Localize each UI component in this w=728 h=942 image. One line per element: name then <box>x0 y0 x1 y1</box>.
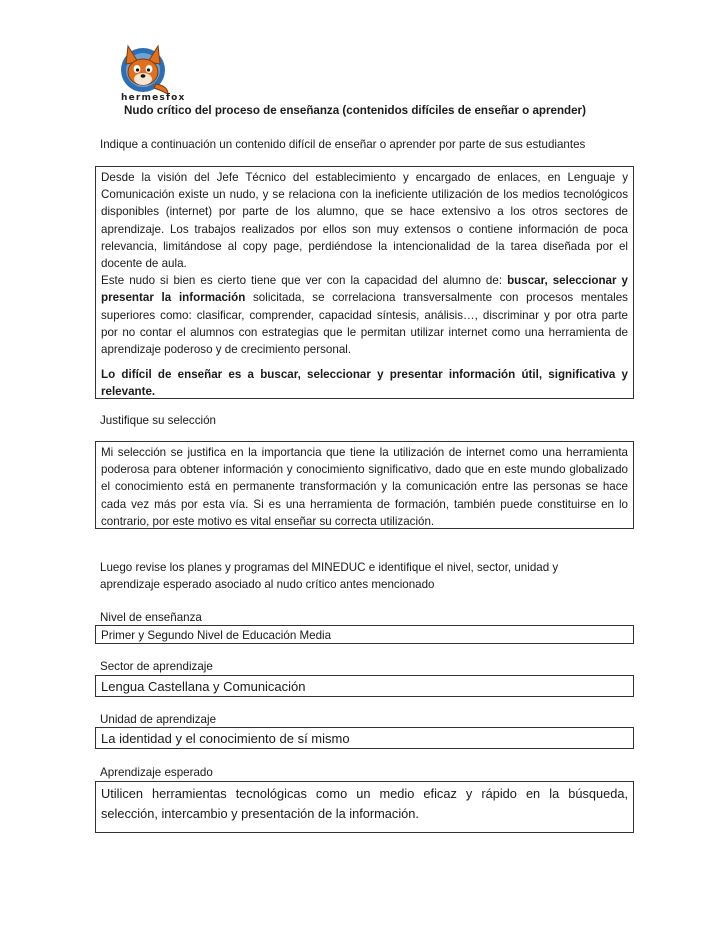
justify-label: Justifique su selección <box>100 414 216 427</box>
content-conclusion <box>101 366 628 400</box>
sector-label: Sector de aprendizaje <box>100 660 213 673</box>
content-paragraph-2-highlight: buscar, seleccionar y presentar la información <box>101 274 628 305</box>
nivel-field <box>95 625 634 644</box>
page-title: Nudo crítico del proceso de enseñanza (contenidos difíciles de enseñar o aprender) <box>124 104 586 117</box>
content-paragraph-1: Desde la visión del Jefe Técnico del establecimiento y encargado de enlaces, en Lenguaje y Comunicación existe un nudo, y se relaciona con la ineficiente utilización de los medios tecnológicos disponibles (internet) por parte de los alumno, que se hace extensivo a los otros sectores de aprendizaje. Los trabajos realizados por ellos son muy extensos o contiene información de poca relevancia, limitándose al copy page, perdiéndose la intencionalidad de la tarea diseñada por el docente de aula. <box>101 171 628 271</box>
content-paragraph-2-rest: solicitada, se correlaciona transversalmente con procesos mentales superiores como: clasificar, comprender, capacidad síntesis, análisis…, discriminar y por otra parte por no contar el alumnos con estrategias que le permitan utilizar internet como una herramienta de aprendizaje poderoso y de crecimiento personal. <box>101 291 628 357</box>
instruction-label: Indique a continuación un contenido difícil de enseñar o aprender por parte de sus estudiantes <box>100 138 586 151</box>
aprendizaje-value: Utilicen herramientas tecnológicas como un medio eficaz y rápido en la búsqueda, selección, intercambio y presentación de la información. <box>101 786 628 821</box>
content-box <box>95 166 634 399</box>
content-paragraph-2-intro: Este nudo si bien es cierto tiene que ver con la capacidad del alumno de: <box>101 274 508 288</box>
review-instruction-line-1: Luego revise los planes y programas del MINEDUC e identifique el nivel, sector, unidad y <box>100 561 559 574</box>
content-paragraph-2 <box>101 272 628 358</box>
aprendizaje-label: Aprendizaje esperado <box>100 766 213 779</box>
aprendizaje-field <box>95 781 634 833</box>
justify-text: Mi selección se justifica en la importancia que tiene la utilización de internet como una herramienta poderosa para obtener información y conocimiento significativo, dado que en este mundo globalizado el conocimiento está en permanente transformación y la comunicación entre las personas se hace cada vez más por esta vía. Si es una herramienta de formación, también puede constituirse en lo contrario, por este motivo es vital enseñar su correcta utilización. <box>101 446 628 528</box>
unidad-value: La identidad y el conocimiento de sí mismo <box>101 731 350 746</box>
content-conclusion-text: Lo difícil de enseñar es a buscar, seleccionar y presentar información útil, significativa y relevante. <box>101 368 628 399</box>
unidad-field <box>95 727 634 749</box>
nivel-value: Primer y Segundo Nivel de Educación Media <box>101 629 332 642</box>
sector-field <box>95 675 634 697</box>
justify-box <box>95 441 634 529</box>
sector-value: Lengua Castellana y Comunicación <box>101 679 306 694</box>
logo-text: hermesfox <box>121 93 186 103</box>
nivel-label: Nivel de enseñanza <box>100 611 202 624</box>
unidad-label: Unidad de aprendizaje <box>100 713 217 726</box>
review-instruction-line-2: aprendizaje esperado asociado al nudo crítico antes mencionado <box>100 578 435 591</box>
fox-mascot-icon <box>112 40 174 96</box>
